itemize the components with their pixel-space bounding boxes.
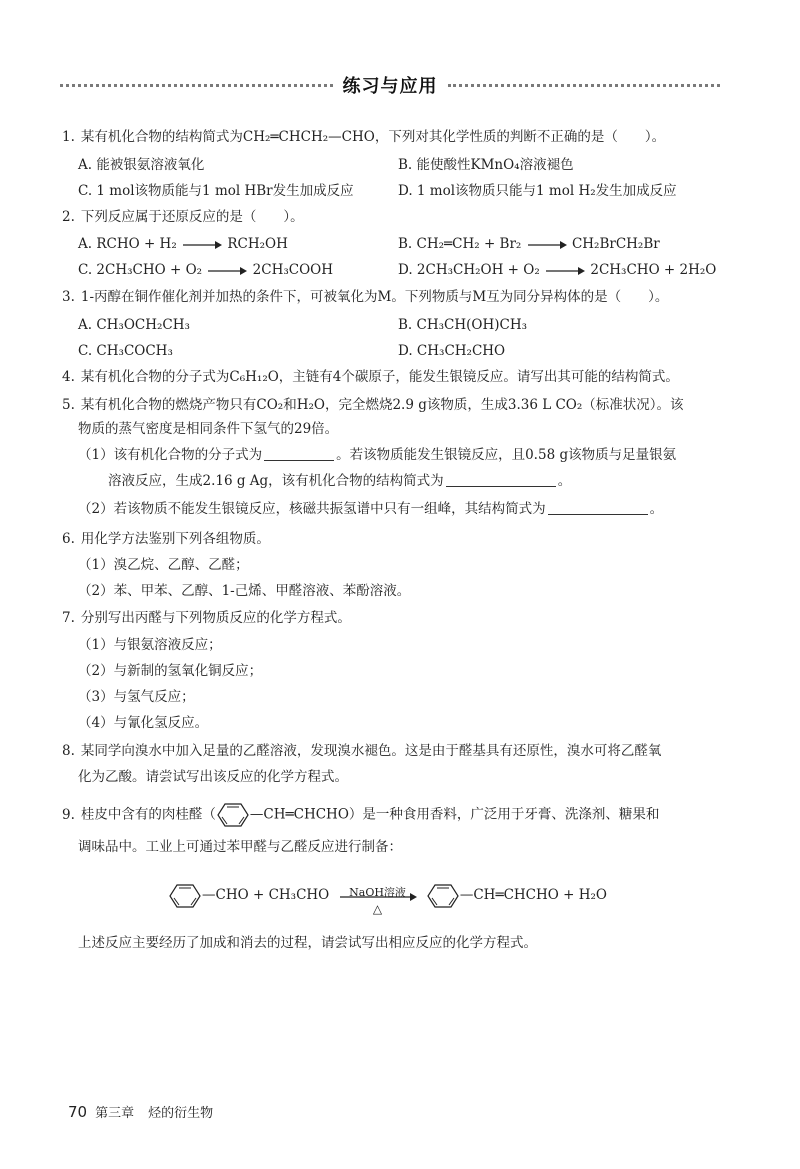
question-9-stem: [62, 802, 659, 828]
part-text: （2）若该物质不能发生银镜反应，核磁共振氢谱中只有一组峰，其结构简式为: [78, 501, 546, 517]
benzene-ring-icon: [216, 802, 250, 828]
question-9-final: 上述反应主要经历了加成和消去的过程，请尝试写出相应反应的化学方程式。: [78, 935, 537, 951]
reaction-arrow-icon: [544, 266, 586, 276]
q3-option-a: A. CH₃OCH₂CH₃: [78, 317, 190, 333]
question-1-stem: [62, 128, 665, 146]
section-header: [60, 72, 720, 98]
reaction-arrow-icon: [526, 240, 568, 250]
chapter-label: 第三章: [95, 1106, 135, 1121]
question-6-stem: [62, 530, 270, 548]
part-text: 溶液反应，生成2.16 g Ag，该有机化合物的结构简式为: [108, 473, 444, 489]
question-number: 4.: [62, 369, 75, 385]
q5-part-1: [78, 446, 676, 464]
q7-part-1: （1）与银氨溶液反应；: [78, 637, 222, 653]
q1-option-d: D. 1 mol该物质只能与1 mol H₂发生加成反应: [398, 183, 677, 199]
reaction-heat: △: [372, 901, 383, 916]
part-text: 。: [649, 501, 664, 517]
q1-option-a: A. 能被银氨溶液氧化: [78, 157, 205, 173]
benzene-ring-icon: [426, 883, 460, 909]
q2-option-b: [398, 235, 660, 253]
products: 2CH₃CHO + 2H₂O: [590, 262, 717, 278]
question-text: 用化学方法鉴别下列各组物质。: [80, 531, 270, 547]
q7-part-4: （4）与氰化氢反应。: [78, 715, 209, 731]
question-number: 8.: [62, 743, 75, 759]
products: 2CH₃COOH: [252, 262, 334, 278]
q6-part-1: （1）溴乙烷、乙醇、乙醛；: [78, 557, 249, 573]
answer-blank[interactable]: [264, 446, 334, 461]
question-text: 某有机化合物的燃烧产物只有CO₂和H₂O，完全燃烧2.9 g该物质，生成3.36 L CO₂（标准状况）。该: [80, 397, 684, 413]
question-text: 某同学向溴水中加入足量的乙醛溶液，发现溴水褪色。这是由于醛基具有还原性，溴水可将乙醛氧: [80, 743, 662, 759]
question-number: 6.: [62, 531, 75, 547]
question-number: 9.: [62, 806, 75, 823]
question-text: 1-丙醇在铜作催化剂并加热的条件下，可被氧化为M。下列物质与M互为同分异构体的是（ ）。: [80, 289, 669, 305]
question-5-stem: [62, 396, 684, 414]
question-text: 分别写出丙醛与下列物质反应的化学方程式。: [80, 610, 351, 626]
question-7-stem: [62, 609, 351, 627]
question-8-stem: [62, 742, 661, 760]
products: CH₂BrCH₂Br: [571, 236, 660, 252]
reactants: C. 2CH₃CHO + O₂: [78, 262, 203, 278]
synthesis-equation: [168, 882, 607, 916]
section-title: 练习与应用: [342, 76, 438, 97]
part-text: 。若该物质能发生银镜反应，且0.58 g该物质与足量银氨: [336, 447, 677, 463]
answer-blank[interactable]: [446, 472, 556, 487]
question-text: 下列反应属于还原反应的是（ ）。: [80, 209, 304, 225]
reaction-condition-arrow: [338, 883, 418, 916]
page-footer: [68, 1102, 213, 1121]
q3-option-c: C. CH₃COCH₃: [78, 343, 173, 359]
dotted-rule-left: [60, 84, 333, 87]
q7-part-2: （2）与新制的氢氧化铜反应；: [78, 663, 263, 679]
q1-option-b: B. 能使酸性KMnO₄溶液褪色: [398, 157, 574, 173]
q2-option-d: [398, 261, 716, 279]
q2-option-a: [78, 235, 288, 253]
q7-part-3: （3）与氢气反应；: [78, 689, 195, 705]
benzene-ring-icon: [168, 883, 202, 909]
equation-products: —CH═CHCHO + H₂O: [459, 887, 607, 903]
reactants: A. RCHO + H₂: [78, 236, 177, 252]
q5-part-1-cont: [108, 472, 571, 490]
answer-blank[interactable]: [548, 500, 648, 515]
reactants: B. CH₂═CH₂ + Br₂: [398, 236, 522, 252]
reaction-arrow-icon: [206, 266, 248, 276]
q2-option-c: [78, 261, 333, 279]
q1-option-c: C. 1 mol该物质能与1 mol HBr发生加成反应: [78, 183, 354, 199]
question-4-stem: [62, 368, 679, 386]
question-5-stem-cont: 物质的蒸气密度是相同条件下氢气的29倍。: [78, 421, 339, 437]
reaction-arrow-icon: [181, 240, 223, 250]
question-number: 7.: [62, 610, 75, 626]
reactants: D. 2CH₃CH₂OH + O₂: [398, 262, 540, 278]
question-number: 3.: [62, 289, 75, 305]
q6-part-2: （2）苯、甲苯、乙醇、1-己烯、甲醛溶液、苯酚溶液。: [78, 583, 411, 599]
question-9-stem-cont: 调味品中。工业上可通过苯甲醛与乙醛反应进行制备：: [78, 839, 402, 855]
question-text: 桂皮中含有的肉桂醛（: [80, 806, 216, 823]
q3-option-b: B. CH₃CH(OH)CH₃: [398, 317, 528, 333]
question-3-stem: [62, 288, 668, 306]
question-2-stem: [62, 208, 304, 226]
dotted-rule-right: [448, 84, 721, 87]
equation-reactants: —CHO + CH₃CHO: [202, 887, 330, 903]
page-number: 70: [68, 1103, 88, 1121]
question-text: —CH═CHCHO）是一种食用香料，广泛用于牙膏、洗涤剂、糖果和: [249, 806, 660, 823]
question-number: 5.: [62, 397, 75, 413]
chapter-title: 烃的衍生物: [148, 1106, 214, 1121]
q5-part-2: [78, 500, 663, 518]
question-8-stem-cont: 化为乙酸。请尝试写出该反应的化学方程式。: [78, 769, 348, 785]
question-text: 某有机化合物的分子式为C₆H₁₂O，主链有4个碳原子，能发生银镜反应。请写出其可能的结构简式。: [80, 369, 679, 385]
q3-option-d: D. CH₃CH₂CHO: [398, 343, 506, 359]
part-text: （1）该有机化合物的分子式为: [78, 447, 263, 463]
question-number: 2.: [62, 209, 75, 225]
part-text: 。: [557, 473, 572, 489]
question-text: 某有机化合物的结构简式为CH₂═CHCH₂—CHO，下列对其化学性质的判断不正确的是（ ）。: [80, 129, 666, 145]
products: RCH₂OH: [227, 236, 288, 252]
question-number: 1.: [62, 129, 75, 145]
reaction-catalyst: NaOH溶液: [349, 885, 406, 899]
